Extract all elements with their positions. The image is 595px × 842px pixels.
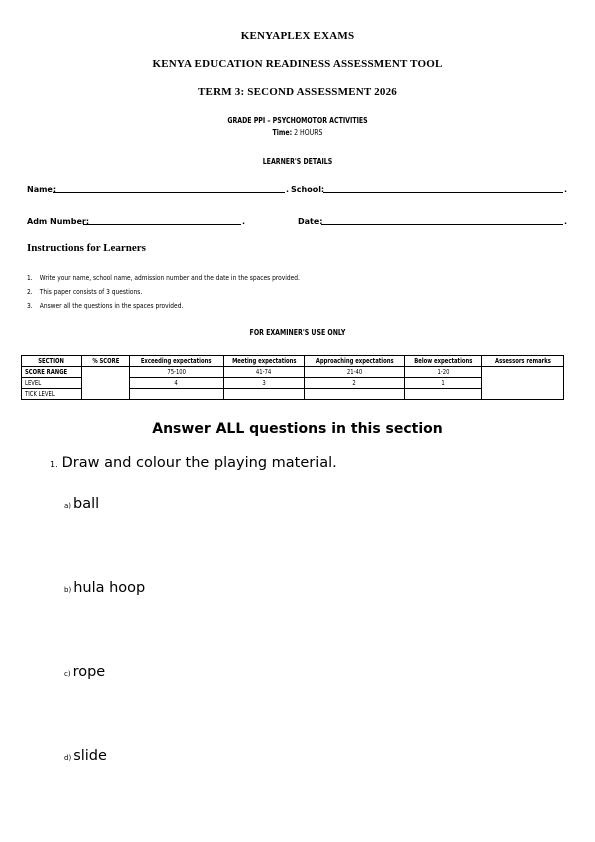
term-title: TERM 3: SECOND ASSESSMENT 2026 bbox=[198, 86, 397, 98]
option-text: slide bbox=[73, 748, 107, 764]
school-label: School: bbox=[291, 185, 325, 194]
header-exceeding: Exceeding expectations bbox=[130, 356, 224, 367]
time-value: 2 HOURS bbox=[294, 128, 323, 137]
row-label: TICK LEVEL bbox=[22, 389, 82, 400]
question-1 bbox=[50, 455, 337, 471]
option-c bbox=[64, 664, 105, 680]
time-label: Time: bbox=[272, 128, 293, 137]
tick-cell[interactable] bbox=[224, 389, 305, 400]
section-title: Answer ALL questions in this section bbox=[152, 421, 443, 437]
instruction-number: 2. bbox=[27, 287, 33, 296]
school-dot: . bbox=[564, 185, 568, 194]
school-field[interactable] bbox=[323, 192, 563, 193]
instruction-text: Write your name, school name, admission number and the date in the spaces provided. bbox=[39, 273, 300, 282]
instructions-title: Instructions for Learners bbox=[27, 242, 146, 254]
adm-dot: . bbox=[242, 217, 246, 226]
option-d bbox=[64, 748, 107, 764]
table-cell: 1-20 bbox=[405, 367, 482, 378]
table-cell: 75-100 bbox=[130, 367, 224, 378]
option-letter: b) bbox=[64, 586, 72, 594]
name-school-row bbox=[27, 182, 567, 196]
option-letter: a) bbox=[64, 502, 72, 510]
time-line bbox=[65, 128, 529, 137]
name-dot: . bbox=[286, 185, 290, 194]
header-score: % SCORE bbox=[82, 356, 130, 367]
table-cell: 2 bbox=[305, 378, 405, 389]
instruction-text: Answer all the questions in the spaces provided. bbox=[39, 301, 184, 310]
score-cell[interactable] bbox=[82, 367, 130, 400]
row-label: LEVEL bbox=[22, 378, 82, 389]
learner-details-heading: LEARNER'S DETAILS bbox=[262, 157, 333, 166]
table-cell: 21-40 bbox=[305, 367, 405, 378]
tick-cell[interactable] bbox=[130, 389, 224, 400]
option-a bbox=[64, 496, 99, 512]
option-text: ball bbox=[73, 496, 100, 512]
tick-cell[interactable] bbox=[405, 389, 482, 400]
tick-cell[interactable] bbox=[305, 389, 405, 400]
remarks-cell[interactable] bbox=[482, 367, 564, 400]
option-b bbox=[64, 580, 145, 596]
table-cell: 41-74 bbox=[224, 367, 305, 378]
header-below: Below expectations bbox=[405, 356, 482, 367]
header-meeting: Meeting expectations bbox=[224, 356, 305, 367]
option-letter: d) bbox=[64, 754, 72, 762]
question-text: Draw and colour the playing material. bbox=[61, 455, 337, 471]
header-section: SECTION bbox=[22, 356, 82, 367]
examiner-table bbox=[21, 355, 564, 400]
option-text: rope bbox=[72, 664, 106, 680]
table-cell: 3 bbox=[224, 378, 305, 389]
instruction-item bbox=[27, 301, 183, 310]
instruction-item bbox=[27, 287, 142, 296]
org-title: KENYAPLEX EXAMS bbox=[240, 30, 355, 42]
option-text: hula hoop bbox=[73, 580, 146, 596]
question-number: 1. bbox=[50, 460, 58, 469]
instruction-text: This paper consists of 3 questions. bbox=[39, 287, 143, 296]
instruction-number: 3. bbox=[27, 301, 33, 310]
instruction-number: 1. bbox=[27, 273, 33, 282]
table-cell: 4 bbox=[130, 378, 224, 389]
examiner-heading: FOR EXAMINER'S USE ONLY bbox=[249, 328, 346, 337]
header-remarks: Assessors remarks bbox=[482, 356, 564, 367]
row-label: SCORE RANGE bbox=[22, 367, 82, 378]
tool-title: KENYA EDUCATION READINESS ASSESSMENT TOOL bbox=[152, 58, 443, 70]
adm-number-field[interactable] bbox=[83, 224, 241, 225]
table-cell: 1 bbox=[405, 378, 482, 389]
date-label: Date: bbox=[298, 217, 323, 226]
name-field[interactable] bbox=[53, 192, 285, 193]
option-letter: c) bbox=[64, 670, 71, 678]
instruction-item bbox=[27, 273, 300, 282]
date-dot: . bbox=[564, 217, 568, 226]
adm-label: Adm Number: bbox=[27, 217, 90, 226]
grade-title: GRADE PPI – PSYCHOMOTOR ACTIVITIES bbox=[227, 116, 368, 125]
date-field[interactable] bbox=[321, 224, 563, 225]
name-label: Name: bbox=[27, 185, 57, 194]
header-approaching: Approaching expectations bbox=[305, 356, 405, 367]
table-header-row bbox=[22, 356, 564, 367]
table-row bbox=[22, 367, 564, 378]
adm-date-row bbox=[27, 214, 567, 228]
